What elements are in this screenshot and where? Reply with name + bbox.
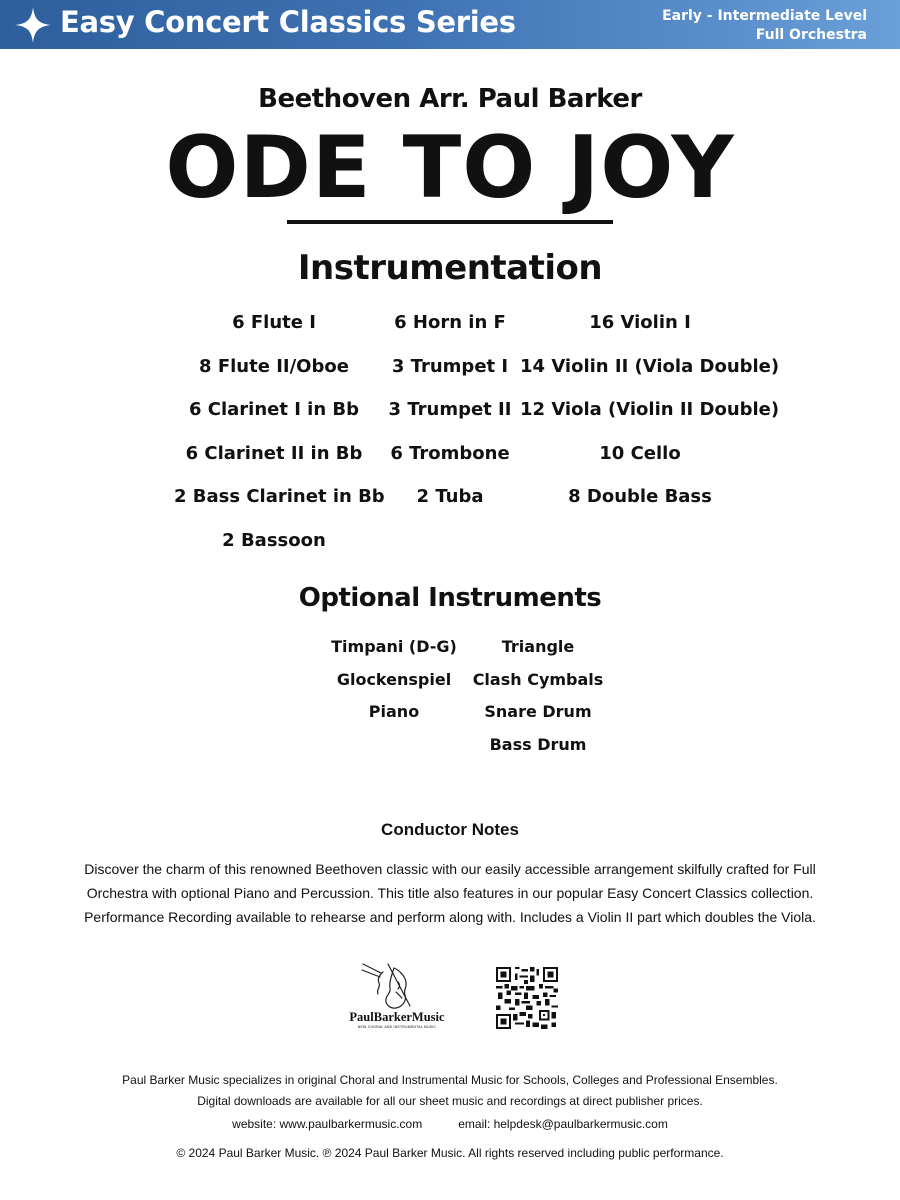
instrument-item: 3 Trumpet II <box>388 399 512 420</box>
optional-item: Glockenspiel <box>336 669 452 689</box>
conductor-notes-body: Discover the charm of this renowned Beethoven classic with our easily accessible arrangement skilfully crafted for Full Orchestra with optional Piano and Percussion. This title also features in our popular Easy Concert Classics collection. Performance Recording available to rehearse and perform along with. Includes a Violin II part which doubles the Viola. <box>84 861 816 925</box>
level-info <box>662 7 867 45</box>
optional-item: Snare Drum <box>484 702 592 721</box>
instrument-item: 10 Cello <box>599 442 681 464</box>
instrument-item: 6 Flute I <box>232 312 316 333</box>
logo-tagline: NEW CHORAL AND INSTRUMENTAL MUSIC <box>357 1025 437 1029</box>
instrument-item: 6 Clarinet I in Bb <box>188 399 360 420</box>
instrument-item: 8 Flute II/Oboe <box>199 355 349 377</box>
optional-item: Timpani (D-G) <box>331 637 457 656</box>
series-title: Easy Concert Classics Series <box>60 5 516 39</box>
instrument-item: 8 Double Bass <box>568 486 712 507</box>
optional-item: Bass Drum <box>489 734 587 754</box>
instrument-item: 2 Tuba <box>416 486 484 507</box>
footer-copyright: © 2024 Paul Barker Music. ℗ 2024 Paul Barker Music. All rights reserved including public performance. <box>176 1146 724 1160</box>
violin-sketch-icon <box>336 962 458 1010</box>
four-point-star-icon <box>14 6 52 44</box>
instrument-item: 2 Bassoon <box>222 529 326 551</box>
header-bar <box>0 0 900 49</box>
instrument-item: 14 Violin II (Viola Double) <box>520 355 780 377</box>
instrument-item: 3 Trumpet I <box>391 355 509 377</box>
instrument-item: 16 Violin I <box>589 312 691 333</box>
optional-item: Clash Cymbals <box>472 669 604 689</box>
optional-item: Triangle <box>501 637 575 656</box>
optional-column-2 <box>468 634 608 764</box>
qr-code-icon <box>496 967 558 1029</box>
footer-contact <box>0 1117 900 1131</box>
level-label: Early - Intermediate Level <box>662 8 867 24</box>
instrumentation-heading: Instrumentation <box>297 248 603 288</box>
instrument-column-woodwinds <box>174 308 385 569</box>
instrument-item: 2 Bass Clarinet in Bb <box>174 486 385 507</box>
footer-downloads: Digital downloads are available for all our sheet music and recordings at direct publisher prices. <box>197 1094 703 1108</box>
publisher-logo <box>336 962 458 1034</box>
optional-item: Piano <box>368 702 420 721</box>
optional-column-1 <box>324 634 464 732</box>
instrument-item: 6 Clarinet II in Bb <box>185 442 363 464</box>
instrument-item: 6 Horn in F <box>394 312 506 333</box>
instrument-item: 6 Trombone <box>390 442 510 464</box>
instrument-item: 12 Viola (Violin II Double) <box>520 399 780 420</box>
optional-instruments-heading: Optional Instruments <box>298 583 602 613</box>
logo-wordmark: PaulBarkerMusic <box>349 1010 445 1024</box>
footer-website[interactable]: website: www.paulbarkermusic.com <box>232 1117 423 1131</box>
page-title: ODE TO JOY <box>165 118 735 218</box>
footer-email[interactable]: email: helpdesk@paulbarkermusic.com <box>458 1117 668 1131</box>
conductor-notes-heading: Conductor Notes <box>381 820 519 839</box>
footer-about: Paul Barker Music specializes in original Choral and Instrumental Music for Schools, Colleges and Professional Ensembles. <box>122 1073 778 1087</box>
ensemble-label: Full Orchestra <box>755 27 867 43</box>
composer-credit: Beethoven Arr. Paul Barker <box>258 84 642 114</box>
instrument-column-brass <box>383 308 517 526</box>
instrument-column-strings <box>520 308 780 526</box>
title-divider <box>287 220 613 224</box>
